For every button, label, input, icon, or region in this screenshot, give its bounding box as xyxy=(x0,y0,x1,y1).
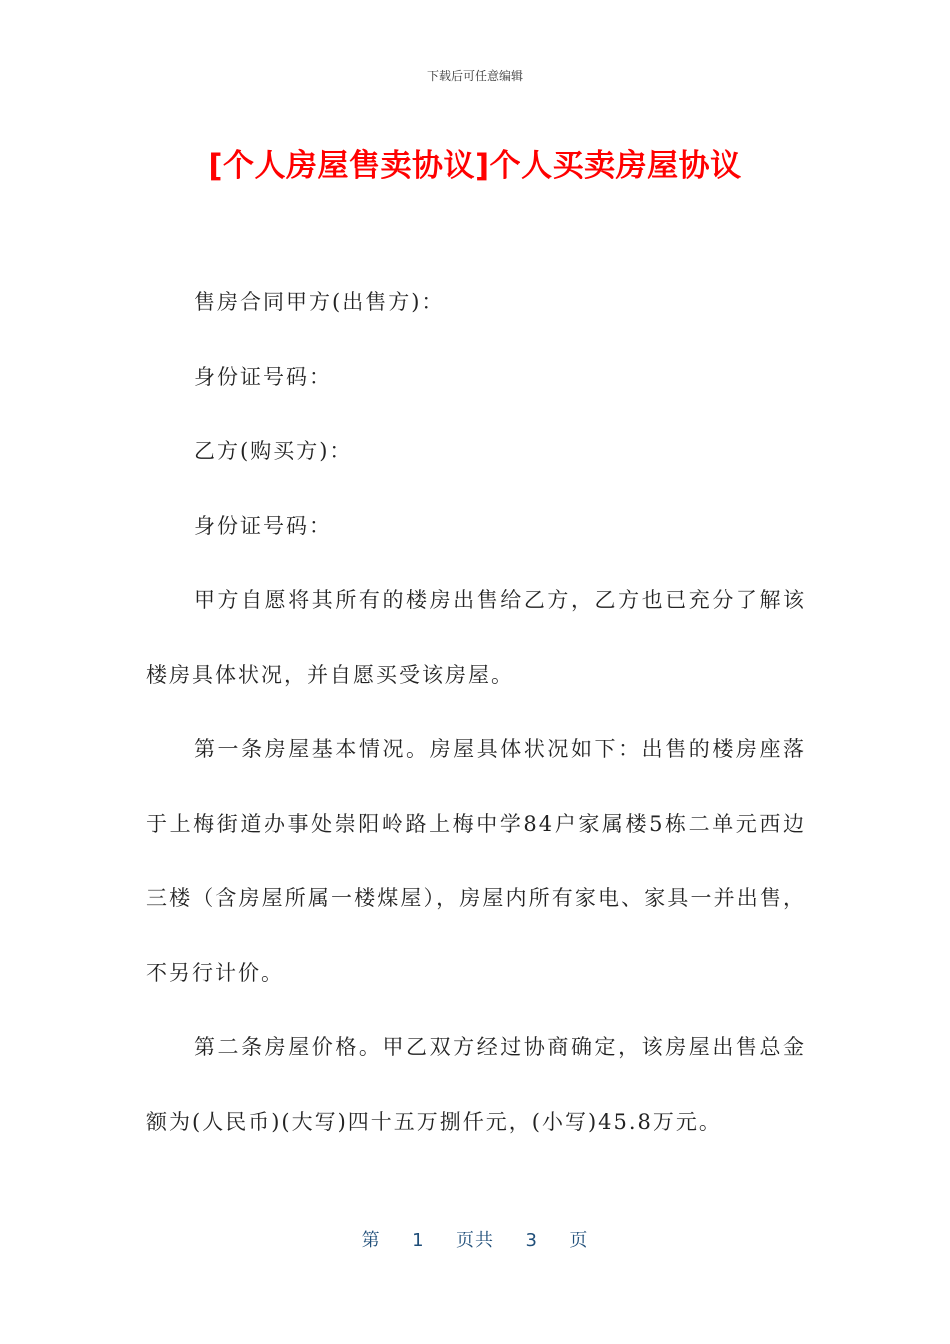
paragraph-article-1: 第一条房屋基本情况。房屋具体状况如下：出售的楼房座落于上梅街道办事处崇阳岭路上梅中学84户家属楼5栋二单元西边三楼（含房屋所属一楼煤屋），房屋内所有家电、家具一并出售，不另行计价。 xyxy=(146,737,806,985)
footer-suffix: 页 xyxy=(569,1230,589,1251)
header-note: 下载后可任意编辑 xyxy=(426,69,523,83)
footer-total-pages: 3 xyxy=(525,1230,538,1251)
page-footer xyxy=(0,1226,950,1252)
paragraph-seller-id: 身份证号码： xyxy=(194,364,332,389)
paragraph-intent: 甲方自愿将其所有的楼房出售给乙方，乙方也已充分了解该楼房具体状况，并自愿买受该房屋。 xyxy=(146,588,806,687)
footer-prefix: 第 xyxy=(361,1230,381,1251)
footer-middle: 页共 xyxy=(456,1230,494,1251)
document-body xyxy=(146,265,806,1159)
paragraph-buyer: 乙方(购买方)： xyxy=(194,439,353,463)
paragraph-buyer-id: 身份证号码： xyxy=(194,513,332,538)
paragraph-article-2: 第二条房屋价格。甲乙双方经过协商确定，该房屋出售总金额为(人民币)(大写)四十五万捌仟元，(小写)45.8万元。 xyxy=(146,1035,806,1134)
footer-page-number: 1 xyxy=(412,1230,425,1251)
document-title: [个人房屋售卖协议]个人买卖房屋协议 xyxy=(208,148,742,184)
paragraph-seller: 售房合同甲方(出售方)： xyxy=(194,290,445,314)
